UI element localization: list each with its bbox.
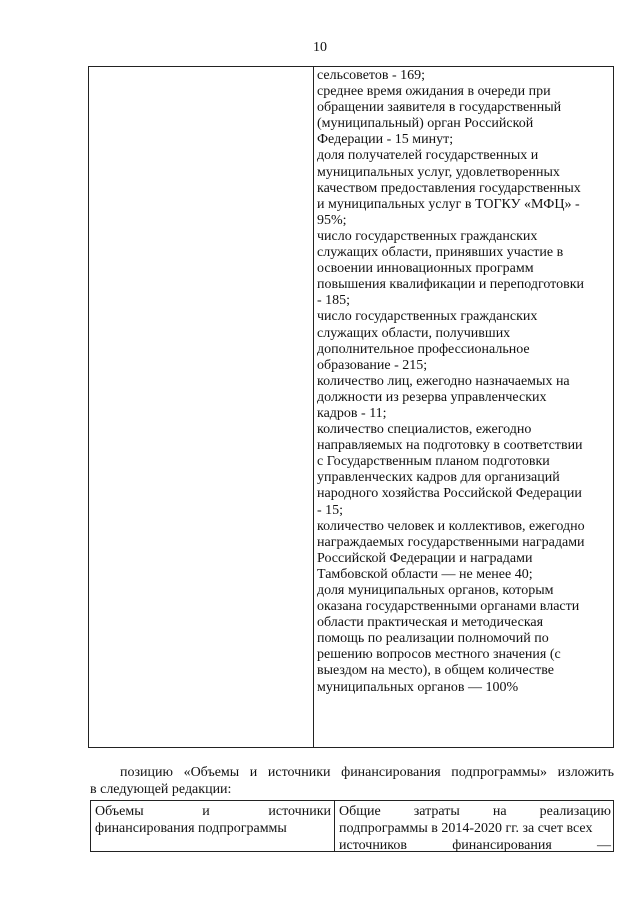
- indicator-line: решению вопросов местного значения (с: [317, 647, 561, 663]
- indicator-line: число государственных гражданских: [317, 309, 538, 325]
- indicator-line: направляемых на подготовку в соответствии: [317, 438, 583, 454]
- indicator-line: кадров - 11;: [317, 405, 387, 421]
- indicator-line: народного хозяйства Российской Федерации: [317, 486, 582, 502]
- word: источников: [339, 838, 408, 853]
- indicator-line: количество человек и коллективов, ежегодно: [317, 518, 585, 534]
- indicator-line: служащих области, получивших: [317, 325, 511, 341]
- indicator-line: помощь по реализации полномочий по: [317, 631, 549, 647]
- indicator-line: Федерации - 15 минут;: [317, 132, 454, 148]
- indicator-line: муниципальных органов — 100%: [317, 679, 519, 695]
- indicator-line: доля муниципальных органов, которым: [317, 583, 554, 598]
- financing-value-line-2: подпрограммы в 2014-2020 гг. за счет всех: [339, 821, 593, 836]
- word: финансирования: [452, 838, 552, 853]
- word: —: [596, 838, 611, 853]
- indicator-line: сельсоветов - 169;: [317, 68, 426, 83]
- indicator-line: области практическая и методическая: [317, 615, 544, 631]
- indicator-line: 95%;: [317, 212, 347, 228]
- indicator-line: должности из резерва управленческих: [317, 389, 547, 405]
- financing-label-cell: [95, 803, 331, 837]
- indicator-line: служащих области, принявших участие в: [317, 245, 564, 261]
- indicator-line: - 15;: [317, 502, 344, 518]
- indicator-line: количество лиц, ежегодно назначаемых на: [317, 373, 570, 389]
- word: на: [492, 804, 507, 819]
- financing-value-cell: [339, 803, 611, 854]
- indicator-line: муниципальных услуг, удовлетворенных: [317, 164, 560, 180]
- financing-table: [90, 800, 614, 852]
- indicator-line: Тамбовской области — не менее 40;: [317, 566, 533, 582]
- paragraph-line-2: в следующей редакции:: [90, 782, 232, 797]
- indicator-line: награждаемых государственными наградами: [317, 534, 585, 550]
- financing-value-line-1: [339, 803, 611, 820]
- indicator-line: освоении инновационных программ: [317, 261, 534, 277]
- indicator-line: управленческих кадров для организаций: [317, 470, 560, 486]
- indicator-line: образование - 215;: [317, 357, 428, 373]
- word: источники: [268, 804, 331, 819]
- indicator-line: Российской Федерации и наградами: [317, 550, 533, 566]
- indicator-line: оказана государственными органами власти: [317, 599, 580, 615]
- indicators-cell: [317, 68, 609, 696]
- indicator-line: с Государственным планом подготовки: [317, 454, 550, 470]
- word: Объемы: [95, 804, 144, 819]
- indicator-line: - 185;: [317, 293, 351, 309]
- paragraph-line-1: позицию «Объемы и источники финансирования подпрограммы» изложить: [120, 765, 614, 780]
- indicator-line: выездом на место), в общем количестве: [317, 663, 554, 679]
- indicator-line: и муниципальных услуг в ТОГКУ «МФЦ» -: [317, 196, 580, 212]
- word: реализацию: [539, 804, 611, 819]
- indicator-line: дополнительное профессиональное: [317, 341, 530, 357]
- indicator-line: (муниципальный) орган Российской: [317, 116, 534, 132]
- indicator-line: среднее время ожидания в очереди при: [317, 84, 551, 100]
- page-number: 10: [313, 40, 327, 55]
- column-divider: [334, 801, 335, 851]
- word: и: [202, 804, 210, 819]
- word: затраты: [413, 804, 460, 819]
- continuation-table: [88, 66, 614, 748]
- indicator-line: доля получателей государственных и: [317, 148, 539, 164]
- column-divider: [313, 67, 314, 747]
- indicator-line: количество специалистов, ежегодно: [317, 422, 532, 438]
- financing-label-line-2: финансирования подпрограммы: [95, 821, 287, 836]
- word: Общие: [339, 804, 381, 819]
- indicator-line: обращении заявителя в государственный: [317, 100, 562, 116]
- indicator-line: число государственных гражданских: [317, 228, 538, 244]
- financing-label-line-1: [95, 803, 331, 820]
- financing-value-line-3: [339, 837, 611, 854]
- indicator-line: качеством предоставления государственных: [317, 180, 581, 196]
- indicator-line: повышения квалификации и переподготовки: [317, 277, 584, 293]
